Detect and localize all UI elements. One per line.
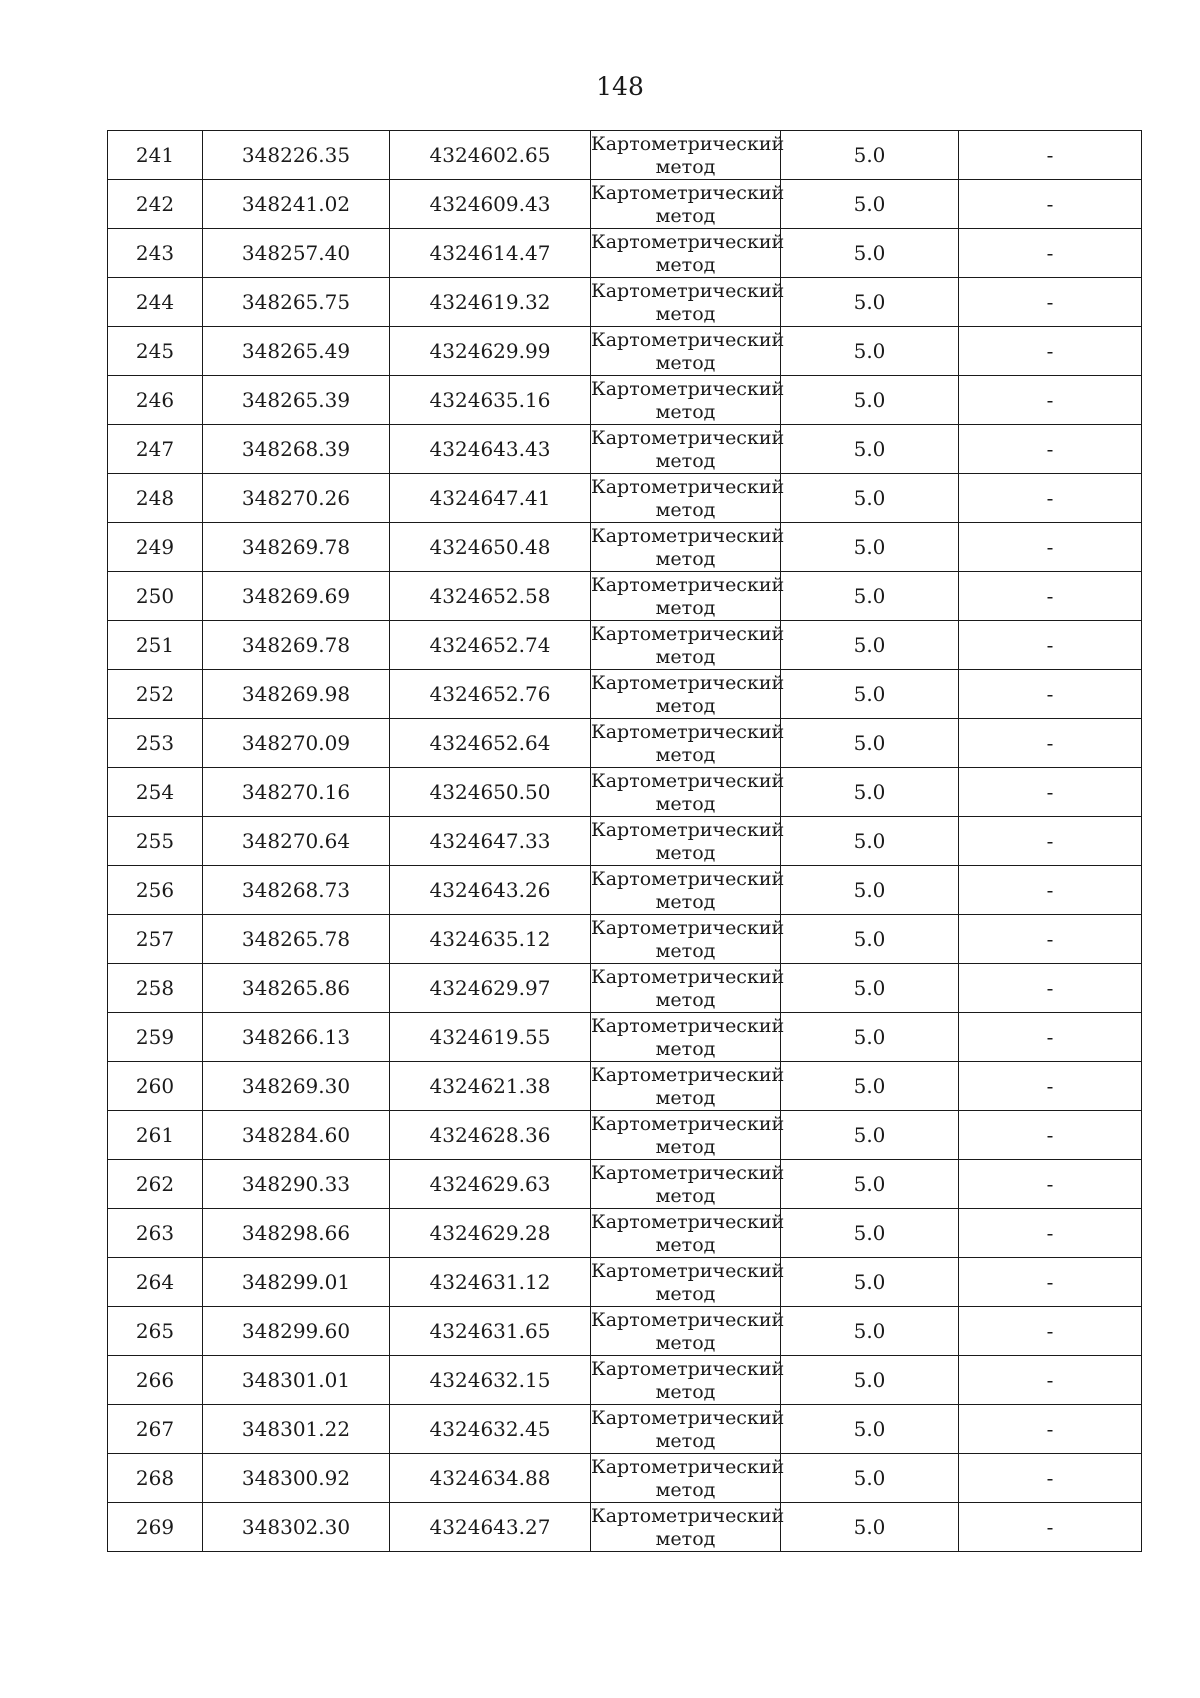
method-line1: Картометрический [591,1456,785,1478]
method-cell [591,327,785,376]
method-line2: метод [655,499,716,521]
method-cell [591,621,785,670]
point-number-cell: 249 [108,523,203,572]
table-row [108,1209,1142,1258]
point-number-cell: 242 [108,180,203,229]
accuracy-cell: 5.0 [781,1160,959,1209]
y-coordinate-cell: 4324621.38 [390,1062,591,1111]
method-line2: метод [655,940,716,962]
point-number-cell: 254 [108,768,203,817]
x-coordinate-cell: 348226.35 [203,131,390,180]
table-row [108,131,1142,180]
method-line2: метод [655,793,716,815]
y-coordinate-cell: 4324614.47 [390,229,591,278]
method-cell [591,817,785,866]
x-coordinate-cell: 348270.16 [203,768,390,817]
x-coordinate-cell: 348301.01 [203,1356,390,1405]
method-line2: метод [655,1332,716,1354]
method-line2: метод [655,254,716,276]
note-cell: - [959,376,1142,425]
accuracy-cell: 5.0 [781,1111,959,1160]
point-number-cell: 245 [108,327,203,376]
y-coordinate-cell: 4324632.15 [390,1356,591,1405]
method-cell [591,474,785,523]
x-coordinate-cell: 348300.92 [203,1454,390,1503]
accuracy-cell: 5.0 [781,1209,959,1258]
method-line2: метод [655,1381,716,1403]
method-cell [591,1258,785,1307]
point-number-cell: 252 [108,670,203,719]
accuracy-cell: 5.0 [781,376,959,425]
y-coordinate-cell: 4324650.48 [390,523,591,572]
method-line1: Картометрический [591,182,785,204]
page-number: 148 [596,72,644,101]
method-line1: Картометрический [591,1309,785,1331]
method-line2: метод [655,1185,716,1207]
x-coordinate-cell: 348265.86 [203,964,390,1013]
method-cell [591,866,785,915]
point-number-cell: 259 [108,1013,203,1062]
method-line1: Картометрический [591,1407,785,1429]
note-cell: - [959,1111,1142,1160]
method-line2: метод [655,1528,716,1550]
note-cell: - [959,1503,1142,1552]
x-coordinate-cell: 348269.78 [203,523,390,572]
method-line2: метод [655,744,716,766]
method-line1: Картометрический [591,1113,785,1135]
table-row [108,327,1142,376]
method-cell [591,1454,785,1503]
method-line1: Картометрический [591,868,785,890]
method-line2: метод [655,842,716,864]
y-coordinate-cell: 4324643.27 [390,1503,591,1552]
note-cell: - [959,915,1142,964]
method-line1: Картометрический [591,623,785,645]
note-cell: - [959,670,1142,719]
method-cell [591,229,785,278]
table-row [108,1405,1142,1454]
method-line2: метод [655,156,716,178]
table-row [108,523,1142,572]
y-coordinate-cell: 4324619.55 [390,1013,591,1062]
y-coordinate-cell: 4324647.41 [390,474,591,523]
point-number-cell: 243 [108,229,203,278]
accuracy-cell: 5.0 [781,817,959,866]
x-coordinate-cell: 348265.75 [203,278,390,327]
method-cell [591,915,785,964]
method-line1: Картометрический [591,476,785,498]
x-coordinate-cell: 348241.02 [203,180,390,229]
accuracy-cell: 5.0 [781,572,959,621]
x-coordinate-cell: 348265.39 [203,376,390,425]
point-number-cell: 248 [108,474,203,523]
accuracy-cell: 5.0 [781,1062,959,1111]
y-coordinate-cell: 4324632.45 [390,1405,591,1454]
x-coordinate-cell: 348299.01 [203,1258,390,1307]
method-line2: метод [655,352,716,374]
method-line1: Картометрический [591,378,785,400]
table-row [108,1503,1142,1552]
accuracy-cell: 5.0 [781,425,959,474]
method-cell [591,1160,785,1209]
table-row [108,621,1142,670]
note-cell: - [959,1258,1142,1307]
note-cell: - [959,1454,1142,1503]
point-number-cell: 269 [108,1503,203,1552]
x-coordinate-cell: 348266.13 [203,1013,390,1062]
x-coordinate-cell: 348270.09 [203,719,390,768]
x-coordinate-cell: 348269.30 [203,1062,390,1111]
note-cell: - [959,327,1142,376]
note-cell: - [959,474,1142,523]
table-row [108,670,1142,719]
table-row [108,817,1142,866]
y-coordinate-cell: 4324629.63 [390,1160,591,1209]
accuracy-cell: 5.0 [781,1013,959,1062]
accuracy-cell: 5.0 [781,1258,959,1307]
accuracy-cell: 5.0 [781,474,959,523]
accuracy-cell: 5.0 [781,1503,959,1552]
note-cell: - [959,572,1142,621]
coordinates-table [107,130,1142,1552]
y-coordinate-cell: 4324647.33 [390,817,591,866]
table-row [108,425,1142,474]
method-cell [591,1503,785,1552]
y-coordinate-cell: 4324635.12 [390,915,591,964]
method-cell [591,719,785,768]
y-coordinate-cell: 4324635.16 [390,376,591,425]
method-line1: Картометрический [591,672,785,694]
y-coordinate-cell: 4324652.76 [390,670,591,719]
accuracy-cell: 5.0 [781,866,959,915]
point-number-cell: 244 [108,278,203,327]
note-cell: - [959,425,1142,474]
table-row [108,1454,1142,1503]
y-coordinate-cell: 4324652.58 [390,572,591,621]
method-line2: метод [655,1136,716,1158]
note-cell: - [959,229,1142,278]
method-line2: метод [655,401,716,423]
table-row [108,572,1142,621]
y-coordinate-cell: 4324650.50 [390,768,591,817]
method-line1: Картометрический [591,819,785,841]
table-row [108,915,1142,964]
accuracy-cell: 5.0 [781,1405,959,1454]
point-number-cell: 266 [108,1356,203,1405]
method-line1: Картометрический [591,721,785,743]
method-cell [591,425,785,474]
method-cell [591,768,785,817]
point-number-cell: 255 [108,817,203,866]
table-row [108,229,1142,278]
table-row [108,1160,1142,1209]
y-coordinate-cell: 4324631.65 [390,1307,591,1356]
method-line1: Картометрический [591,574,785,596]
method-line2: метод [655,646,716,668]
x-coordinate-cell: 348302.30 [203,1503,390,1552]
note-cell: - [959,1405,1142,1454]
method-cell [591,1307,785,1356]
y-coordinate-cell: 4324629.99 [390,327,591,376]
point-number-cell: 251 [108,621,203,670]
accuracy-cell: 5.0 [781,180,959,229]
note-cell: - [959,964,1142,1013]
method-line2: метод [655,597,716,619]
x-coordinate-cell: 348257.40 [203,229,390,278]
table-row [108,1258,1142,1307]
table-row [108,964,1142,1013]
method-line1: Картометрический [591,427,785,449]
x-coordinate-cell: 348268.73 [203,866,390,915]
table-row [108,719,1142,768]
point-number-cell: 257 [108,915,203,964]
method-line2: метод [655,1283,716,1305]
y-coordinate-cell: 4324602.65 [390,131,591,180]
method-line2: метод [655,1234,716,1256]
note-cell: - [959,278,1142,327]
y-coordinate-cell: 4324619.32 [390,278,591,327]
method-line1: Картометрический [591,1260,785,1282]
point-number-cell: 260 [108,1062,203,1111]
method-line1: Картометрический [591,1505,785,1527]
note-cell: - [959,180,1142,229]
method-line1: Картометрический [591,231,785,253]
method-cell [591,1405,785,1454]
note-cell: - [959,621,1142,670]
accuracy-cell: 5.0 [781,1307,959,1356]
note-cell: - [959,1160,1142,1209]
x-coordinate-cell: 348284.60 [203,1111,390,1160]
method-line2: метод [655,989,716,1011]
method-line1: Картометрический [591,1064,785,1086]
table-row [108,180,1142,229]
method-cell [591,670,785,719]
point-number-cell: 241 [108,131,203,180]
accuracy-cell: 5.0 [781,1454,959,1503]
table-row [108,866,1142,915]
table-row [108,1111,1142,1160]
method-line1: Картометрический [591,1211,785,1233]
point-number-cell: 247 [108,425,203,474]
y-coordinate-cell: 4324652.74 [390,621,591,670]
accuracy-cell: 5.0 [781,670,959,719]
note-cell: - [959,1356,1142,1405]
x-coordinate-cell: 348265.49 [203,327,390,376]
note-cell: - [959,719,1142,768]
point-number-cell: 258 [108,964,203,1013]
accuracy-cell: 5.0 [781,327,959,376]
accuracy-cell: 5.0 [781,768,959,817]
point-number-cell: 256 [108,866,203,915]
note-cell: - [959,817,1142,866]
method-cell [591,1356,785,1405]
method-line1: Картометрический [591,917,785,939]
x-coordinate-cell: 348269.78 [203,621,390,670]
accuracy-cell: 5.0 [781,278,959,327]
accuracy-cell: 5.0 [781,621,959,670]
method-line2: метод [655,1430,716,1452]
table-row [108,768,1142,817]
table-row [108,1062,1142,1111]
method-line2: метод [655,1087,716,1109]
method-line1: Картометрический [591,280,785,302]
method-line2: метод [655,891,716,913]
method-cell [591,572,785,621]
point-number-cell: 250 [108,572,203,621]
method-line1: Картометрический [591,133,785,155]
y-coordinate-cell: 4324634.88 [390,1454,591,1503]
table-row [108,278,1142,327]
x-coordinate-cell: 348270.64 [203,817,390,866]
note-cell: - [959,768,1142,817]
y-coordinate-cell: 4324609.43 [390,180,591,229]
accuracy-cell: 5.0 [781,131,959,180]
x-coordinate-cell: 348265.78 [203,915,390,964]
note-cell: - [959,1013,1142,1062]
y-coordinate-cell: 4324628.36 [390,1111,591,1160]
x-coordinate-cell: 348298.66 [203,1209,390,1258]
method-cell [591,1062,785,1111]
table-row [108,1013,1142,1062]
note-cell: - [959,523,1142,572]
note-cell: - [959,1209,1142,1258]
method-line2: метод [655,548,716,570]
x-coordinate-cell: 348269.69 [203,572,390,621]
y-coordinate-cell: 4324643.43 [390,425,591,474]
y-coordinate-cell: 4324631.12 [390,1258,591,1307]
x-coordinate-cell: 348301.22 [203,1405,390,1454]
note-cell: - [959,1307,1142,1356]
point-number-cell: 265 [108,1307,203,1356]
note-cell: - [959,1062,1142,1111]
note-cell: - [959,131,1142,180]
coordinates-table-body [108,131,1142,1552]
method-line2: метод [655,1479,716,1501]
table-row [108,1356,1142,1405]
point-number-cell: 263 [108,1209,203,1258]
method-line1: Картометрический [591,525,785,547]
x-coordinate-cell: 348269.98 [203,670,390,719]
x-coordinate-cell: 348299.60 [203,1307,390,1356]
method-line1: Картометрический [591,329,785,351]
method-cell [591,131,785,180]
point-number-cell: 268 [108,1454,203,1503]
method-cell [591,278,785,327]
method-line1: Картометрический [591,966,785,988]
accuracy-cell: 5.0 [781,1356,959,1405]
x-coordinate-cell: 348290.33 [203,1160,390,1209]
method-cell [591,376,785,425]
method-line1: Картометрический [591,1162,785,1184]
accuracy-cell: 5.0 [781,964,959,1013]
method-line1: Картометрический [591,770,785,792]
y-coordinate-cell: 4324629.97 [390,964,591,1013]
method-cell [591,1111,785,1160]
accuracy-cell: 5.0 [781,229,959,278]
table-row [108,474,1142,523]
note-cell: - [959,866,1142,915]
y-coordinate-cell: 4324652.64 [390,719,591,768]
method-line2: метод [655,303,716,325]
point-number-cell: 246 [108,376,203,425]
y-coordinate-cell: 4324629.28 [390,1209,591,1258]
point-number-cell: 267 [108,1405,203,1454]
table-row [108,1307,1142,1356]
x-coordinate-cell: 348270.26 [203,474,390,523]
point-number-cell: 261 [108,1111,203,1160]
point-number-cell: 253 [108,719,203,768]
method-cell [591,1013,785,1062]
accuracy-cell: 5.0 [781,523,959,572]
point-number-cell: 262 [108,1160,203,1209]
x-coordinate-cell: 348268.39 [203,425,390,474]
method-cell [591,1209,785,1258]
method-cell [591,523,785,572]
method-line2: метод [655,1038,716,1060]
table-row [108,376,1142,425]
method-cell [591,180,785,229]
method-line2: метод [655,450,716,472]
method-line1: Картометрический [591,1015,785,1037]
method-line2: метод [655,205,716,227]
method-cell [591,964,785,1013]
point-number-cell: 264 [108,1258,203,1307]
method-line1: Картометрический [591,1358,785,1380]
accuracy-cell: 5.0 [781,915,959,964]
y-coordinate-cell: 4324643.26 [390,866,591,915]
accuracy-cell: 5.0 [781,719,959,768]
method-line2: метод [655,695,716,717]
